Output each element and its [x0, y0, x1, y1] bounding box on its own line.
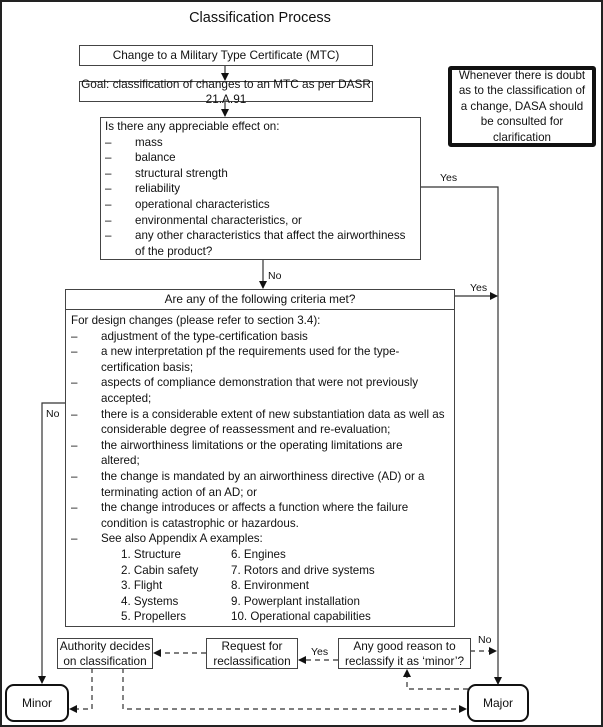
criteria-item-text: terminating action of an AD; or — [101, 485, 257, 499]
bullet-dash: – — [105, 151, 112, 165]
bullet-dash: – — [71, 438, 78, 452]
consult-note-text: Whenever there is doubt as to the classification of a change, DASA should be consulted for clarification — [458, 68, 586, 144]
bullet-dash: – — [71, 532, 78, 546]
goal-box — [79, 76, 373, 106]
criteria-item-text: the airworthiness limitations or the operating limitations are — [101, 438, 403, 452]
effect-item-text: any other characteristics that affect the airworthiness — [135, 229, 406, 243]
bullet-dash: – — [105, 229, 112, 243]
bullet-dash: – — [71, 469, 78, 483]
effect-item-text: structural strength — [135, 166, 228, 180]
criteria-item-text: accepted; — [101, 391, 152, 405]
bullet-dash: – — [71, 329, 78, 343]
criteria-heading: Are any of the following criteria met? — [66, 290, 454, 310]
reason-line-2: reclassify it as ‘minor’? — [344, 653, 465, 668]
appendix-example: 5. Propellers — [121, 610, 187, 624]
minor-label: Minor — [21, 696, 52, 710]
bullet-dash: – — [71, 407, 78, 421]
effect-question-box — [100, 117, 421, 260]
minor-outcome — [5, 684, 69, 722]
effect-no-label: No — [268, 270, 282, 282]
consult-note-box — [448, 66, 596, 147]
criteria-item-text: aspects of compliance demonstration that were not previously — [101, 376, 419, 390]
criteria-item-text: the change introduces or affects a function where the failure — [101, 501, 409, 515]
criteria-item-text: certification basis; — [101, 360, 194, 374]
bullet-dash: – — [71, 501, 78, 515]
effect-item — [105, 166, 420, 182]
bullet-dash: – — [105, 197, 112, 211]
criteria-item — [71, 407, 451, 423]
effect-item — [105, 181, 420, 197]
appendix-example: 7. Rotors and drive systems — [231, 563, 375, 577]
effect-item-text: mass — [135, 135, 163, 149]
bullet-dash: – — [105, 182, 112, 196]
criteria-item-text: there is a considerable extent of new substantiation data as well as — [101, 407, 445, 421]
criteria-intro: For design changes (please refer to section 3.4): — [71, 314, 321, 327]
criteria-item — [71, 500, 451, 516]
effect-item — [105, 244, 420, 260]
appendix-example: 9. Powerplant installation — [231, 594, 360, 608]
criteria-item-text: condition is catastrophic or hazardous. — [101, 516, 299, 530]
appendix-example: 10. Operational capabilities — [231, 610, 371, 624]
appendix-example: 1. Structure — [121, 547, 181, 561]
effect-item-text: reliability — [135, 182, 181, 196]
criteria-item — [71, 453, 451, 469]
effect-item-text: operational characteristics — [135, 197, 270, 211]
criteria-item-text: the change is mandated by an airworthiness directive (AD) or a — [101, 469, 425, 483]
authority-box — [57, 638, 153, 669]
effect-item — [105, 213, 420, 229]
appendix-example: 3. Flight — [121, 579, 163, 593]
bullet-dash: – — [71, 376, 78, 390]
criteria-item-text: considerable degree of reassessment and re-evaluation; — [101, 423, 391, 437]
criteria-item — [71, 422, 451, 438]
reason-line-1: Any good reason to — [353, 638, 456, 653]
authority-line-2: on classification — [63, 653, 147, 668]
effect-item-text: environmental characteristics, or — [135, 213, 302, 227]
criteria-item — [71, 329, 451, 345]
criteria-item-text: a new interpretation pf the requirements used for the type- — [101, 345, 400, 359]
criteria-item — [71, 438, 451, 454]
reason-no-label: No — [478, 634, 492, 646]
reason-yes-label: Yes — [311, 646, 329, 658]
effect-item — [105, 197, 420, 213]
effect-item — [105, 228, 420, 244]
appendix-example: 8. Environment — [231, 579, 309, 593]
bullet-dash: – — [105, 213, 112, 227]
criteria-item-text: adjustment of the type-certification basis — [101, 329, 308, 343]
criteria-item — [71, 360, 451, 376]
criteria-item — [71, 391, 451, 407]
effect-item-text: of the product? — [135, 244, 213, 258]
criteria-item — [71, 485, 451, 501]
effect-heading: Is there any appreciable effect on: — [105, 120, 280, 133]
criteria-item — [71, 469, 451, 485]
request-line-2: reclassification — [213, 653, 291, 668]
page-title: Classification Process — [189, 10, 331, 26]
appendix-example: 6. Engines — [231, 547, 286, 561]
arrow-authority-to-major — [123, 668, 466, 709]
authority-line-1: Authority decides — [59, 638, 151, 653]
criteria-item — [71, 516, 451, 532]
bullet-dash: – — [105, 166, 112, 180]
start-box-text: Change to a Military Type Certificate (MTC) — [112, 48, 340, 62]
start-box — [79, 45, 373, 66]
request-line-1: Request for — [221, 638, 283, 653]
appendix-example: 4. Systems — [121, 594, 179, 608]
arrow-authority-to-minor — [70, 668, 92, 709]
effect-item-text: balance — [135, 151, 176, 165]
request-box — [206, 638, 298, 669]
criteria-item — [71, 344, 451, 360]
major-outcome — [467, 684, 529, 722]
criteria-item-text: altered; — [101, 454, 140, 468]
effect-item — [105, 135, 420, 151]
effect-yes-label: Yes — [440, 172, 458, 184]
criteria-yes-label: Yes — [470, 282, 488, 294]
bullet-dash: – — [105, 135, 112, 149]
criteria-item — [71, 531, 451, 547]
criteria-no-label: No — [46, 408, 60, 420]
reason-box — [338, 638, 471, 669]
goal-box-text: Goal: classification of changes to an MTC as per DASR 21.A.91 — [81, 76, 371, 106]
major-label: Major — [482, 696, 513, 710]
arrow-major-to-reason — [407, 670, 468, 689]
bullet-dash: – — [71, 345, 78, 359]
effect-item — [105, 150, 420, 166]
criteria-question-box — [65, 289, 455, 627]
criteria-item — [71, 375, 451, 391]
criteria-item-text: See also Appendix A examples: — [101, 532, 263, 546]
appendix-example: 2. Cabin safety — [121, 563, 199, 577]
